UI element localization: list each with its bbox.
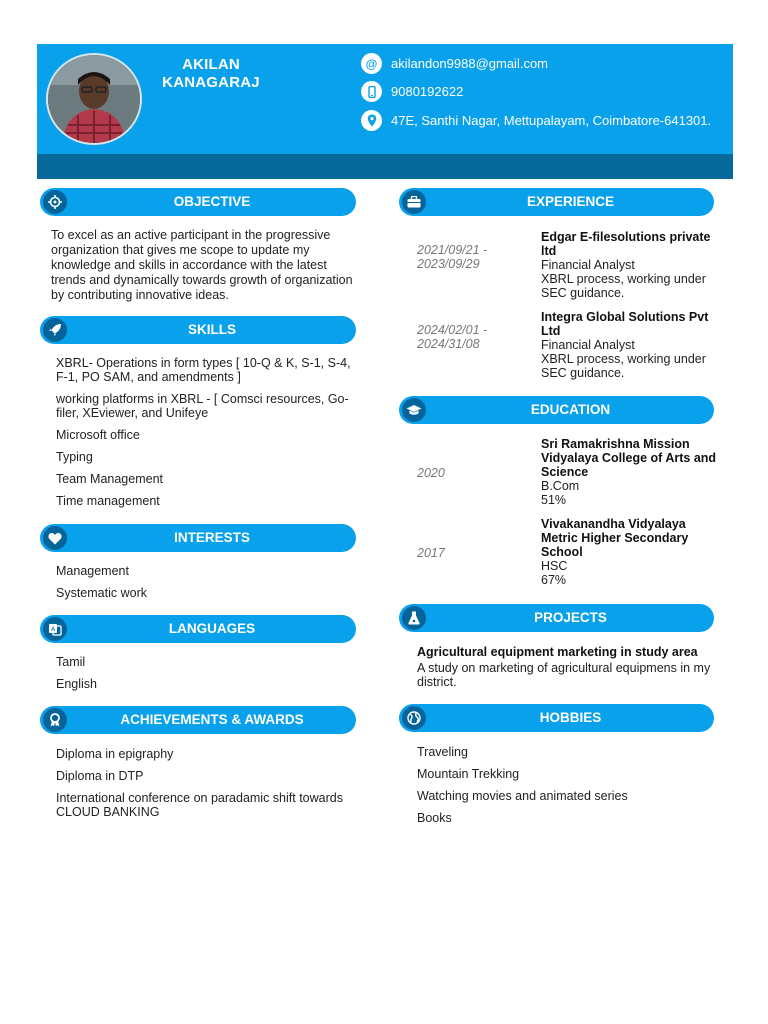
skill-item: Microsoft office bbox=[56, 428, 140, 442]
experience-entry bbox=[541, 310, 721, 380]
score: 51% bbox=[541, 493, 567, 507]
language-item: English bbox=[56, 677, 97, 691]
degree: HSC bbox=[541, 559, 568, 573]
achievement-item: International conference on paradamic shift towards CLOUD BANKING bbox=[56, 791, 343, 819]
header-band bbox=[37, 154, 733, 179]
rocket-icon bbox=[43, 318, 67, 342]
hobby-item: Books bbox=[417, 811, 452, 825]
experience-dates: 2024/02/01 - 2024/31/08 bbox=[417, 323, 488, 351]
translate-icon bbox=[43, 617, 67, 641]
objective-heading bbox=[40, 188, 356, 216]
hobby-item: Traveling bbox=[417, 745, 468, 759]
company-name: Edgar E-filesolutions private ltd bbox=[541, 230, 711, 258]
profile-photo bbox=[46, 53, 142, 145]
skill-item: working platforms in XBRL - [ Comsci resources, Go-filer, XEviewer, and Unifeye bbox=[56, 392, 349, 420]
education-entry bbox=[541, 517, 711, 587]
graduation-cap-icon bbox=[402, 398, 426, 422]
candidate-name bbox=[152, 56, 270, 92]
skill-item: Time management bbox=[56, 494, 160, 508]
skills-heading bbox=[40, 316, 356, 344]
project-description: A study on marketing of agricultural equipmens in my district. bbox=[417, 661, 711, 689]
interest-item: Management bbox=[56, 564, 129, 578]
section-title: ACHIEVEMENTS & AWARDS bbox=[120, 712, 304, 727]
skill-item: XBRL- Operations in form types [ 10-Q & K, S-1, S-4, F-1, PO SAM, and amendments ] bbox=[56, 356, 351, 384]
interest-item: Systematic work bbox=[56, 586, 147, 600]
hobby-item: Watching movies and animated series bbox=[417, 789, 628, 803]
project-name: Agricultural equipment marketing in study area bbox=[417, 645, 698, 659]
section-title: LANGUAGES bbox=[168, 621, 256, 636]
phone-icon bbox=[361, 81, 382, 102]
section-title: INTERESTS bbox=[174, 530, 250, 545]
last-name: KANAGARAJ bbox=[162, 74, 260, 91]
at-icon: @ bbox=[361, 53, 382, 74]
job-description: XBRL process, working under SEC guidance. bbox=[541, 272, 706, 300]
experience-heading bbox=[399, 188, 714, 216]
degree: B.Com bbox=[541, 479, 580, 493]
email-text[interactable]: akilandon9988@gmail.com bbox=[391, 56, 549, 71]
section-title: SKILLS bbox=[187, 322, 236, 337]
company-name: Integra Global Solutions Pvt Ltd bbox=[541, 310, 709, 338]
objective-text: To excel as an active participant in the progressive organization that gives me scope to update my knowledge and skills in accordance with the latest trends and dynamically towards growth of organization by contributing innovative ideas. bbox=[51, 228, 353, 302]
svg-text:A: A bbox=[51, 626, 56, 633]
school-name: Sri Ramakrishna Mission Vidyalaya College of Arts and Science bbox=[541, 437, 717, 479]
achievements-heading bbox=[40, 706, 356, 734]
school-name: Vivakanandha Vidyalaya Metric Higher Secondary School bbox=[541, 517, 689, 559]
languages-heading bbox=[40, 615, 356, 643]
education-heading bbox=[399, 396, 714, 424]
phone-text[interactable]: 9080192622 bbox=[391, 84, 464, 99]
contact-phone bbox=[361, 81, 463, 102]
section-title: HOBBIES bbox=[539, 710, 602, 725]
address-text: 47E, Santhi Nagar, Mettupalayam, Coimbatore-641301. bbox=[391, 113, 712, 128]
education-year: 2020 bbox=[417, 466, 445, 480]
interests-heading bbox=[40, 524, 356, 552]
language-item: Tamil bbox=[56, 655, 86, 669]
globe-icon bbox=[402, 706, 426, 730]
job-role: Financial Analyst bbox=[541, 338, 635, 352]
achievement-item: Diploma in epigraphy bbox=[56, 747, 174, 761]
education-year: 2017 bbox=[417, 546, 445, 560]
award-ribbon-icon bbox=[43, 708, 67, 732]
section-title: EXPERIENCE bbox=[526, 194, 615, 209]
education-entry bbox=[541, 437, 723, 507]
job-role: Financial Analyst bbox=[541, 258, 635, 272]
projects-heading bbox=[399, 604, 714, 632]
location-pin-icon bbox=[361, 110, 382, 131]
hobbies-heading bbox=[399, 704, 714, 732]
section-title: EDUCATION bbox=[530, 402, 611, 417]
hobby-item: Mountain Trekking bbox=[417, 767, 520, 781]
skill-item: Team Management bbox=[56, 472, 164, 486]
first-name: AKILAN bbox=[182, 56, 240, 73]
score: 67% bbox=[541, 573, 567, 587]
job-description: XBRL process, working under SEC guidance. bbox=[541, 352, 706, 380]
crosshair-icon bbox=[43, 190, 67, 214]
contact-email bbox=[361, 53, 548, 74]
skill-item: Typing bbox=[56, 450, 93, 464]
briefcase-icon bbox=[402, 190, 426, 214]
achievement-item: Diploma in DTP bbox=[56, 769, 144, 783]
flask-icon bbox=[402, 606, 426, 630]
experience-dates: 2021/09/21 - 2023/09/29 bbox=[417, 243, 488, 271]
heart-icon bbox=[43, 526, 67, 550]
section-title: OBJECTIVE bbox=[173, 194, 251, 209]
contact-address bbox=[361, 110, 711, 131]
section-title: PROJECTS bbox=[534, 610, 607, 625]
experience-entry bbox=[541, 230, 721, 300]
